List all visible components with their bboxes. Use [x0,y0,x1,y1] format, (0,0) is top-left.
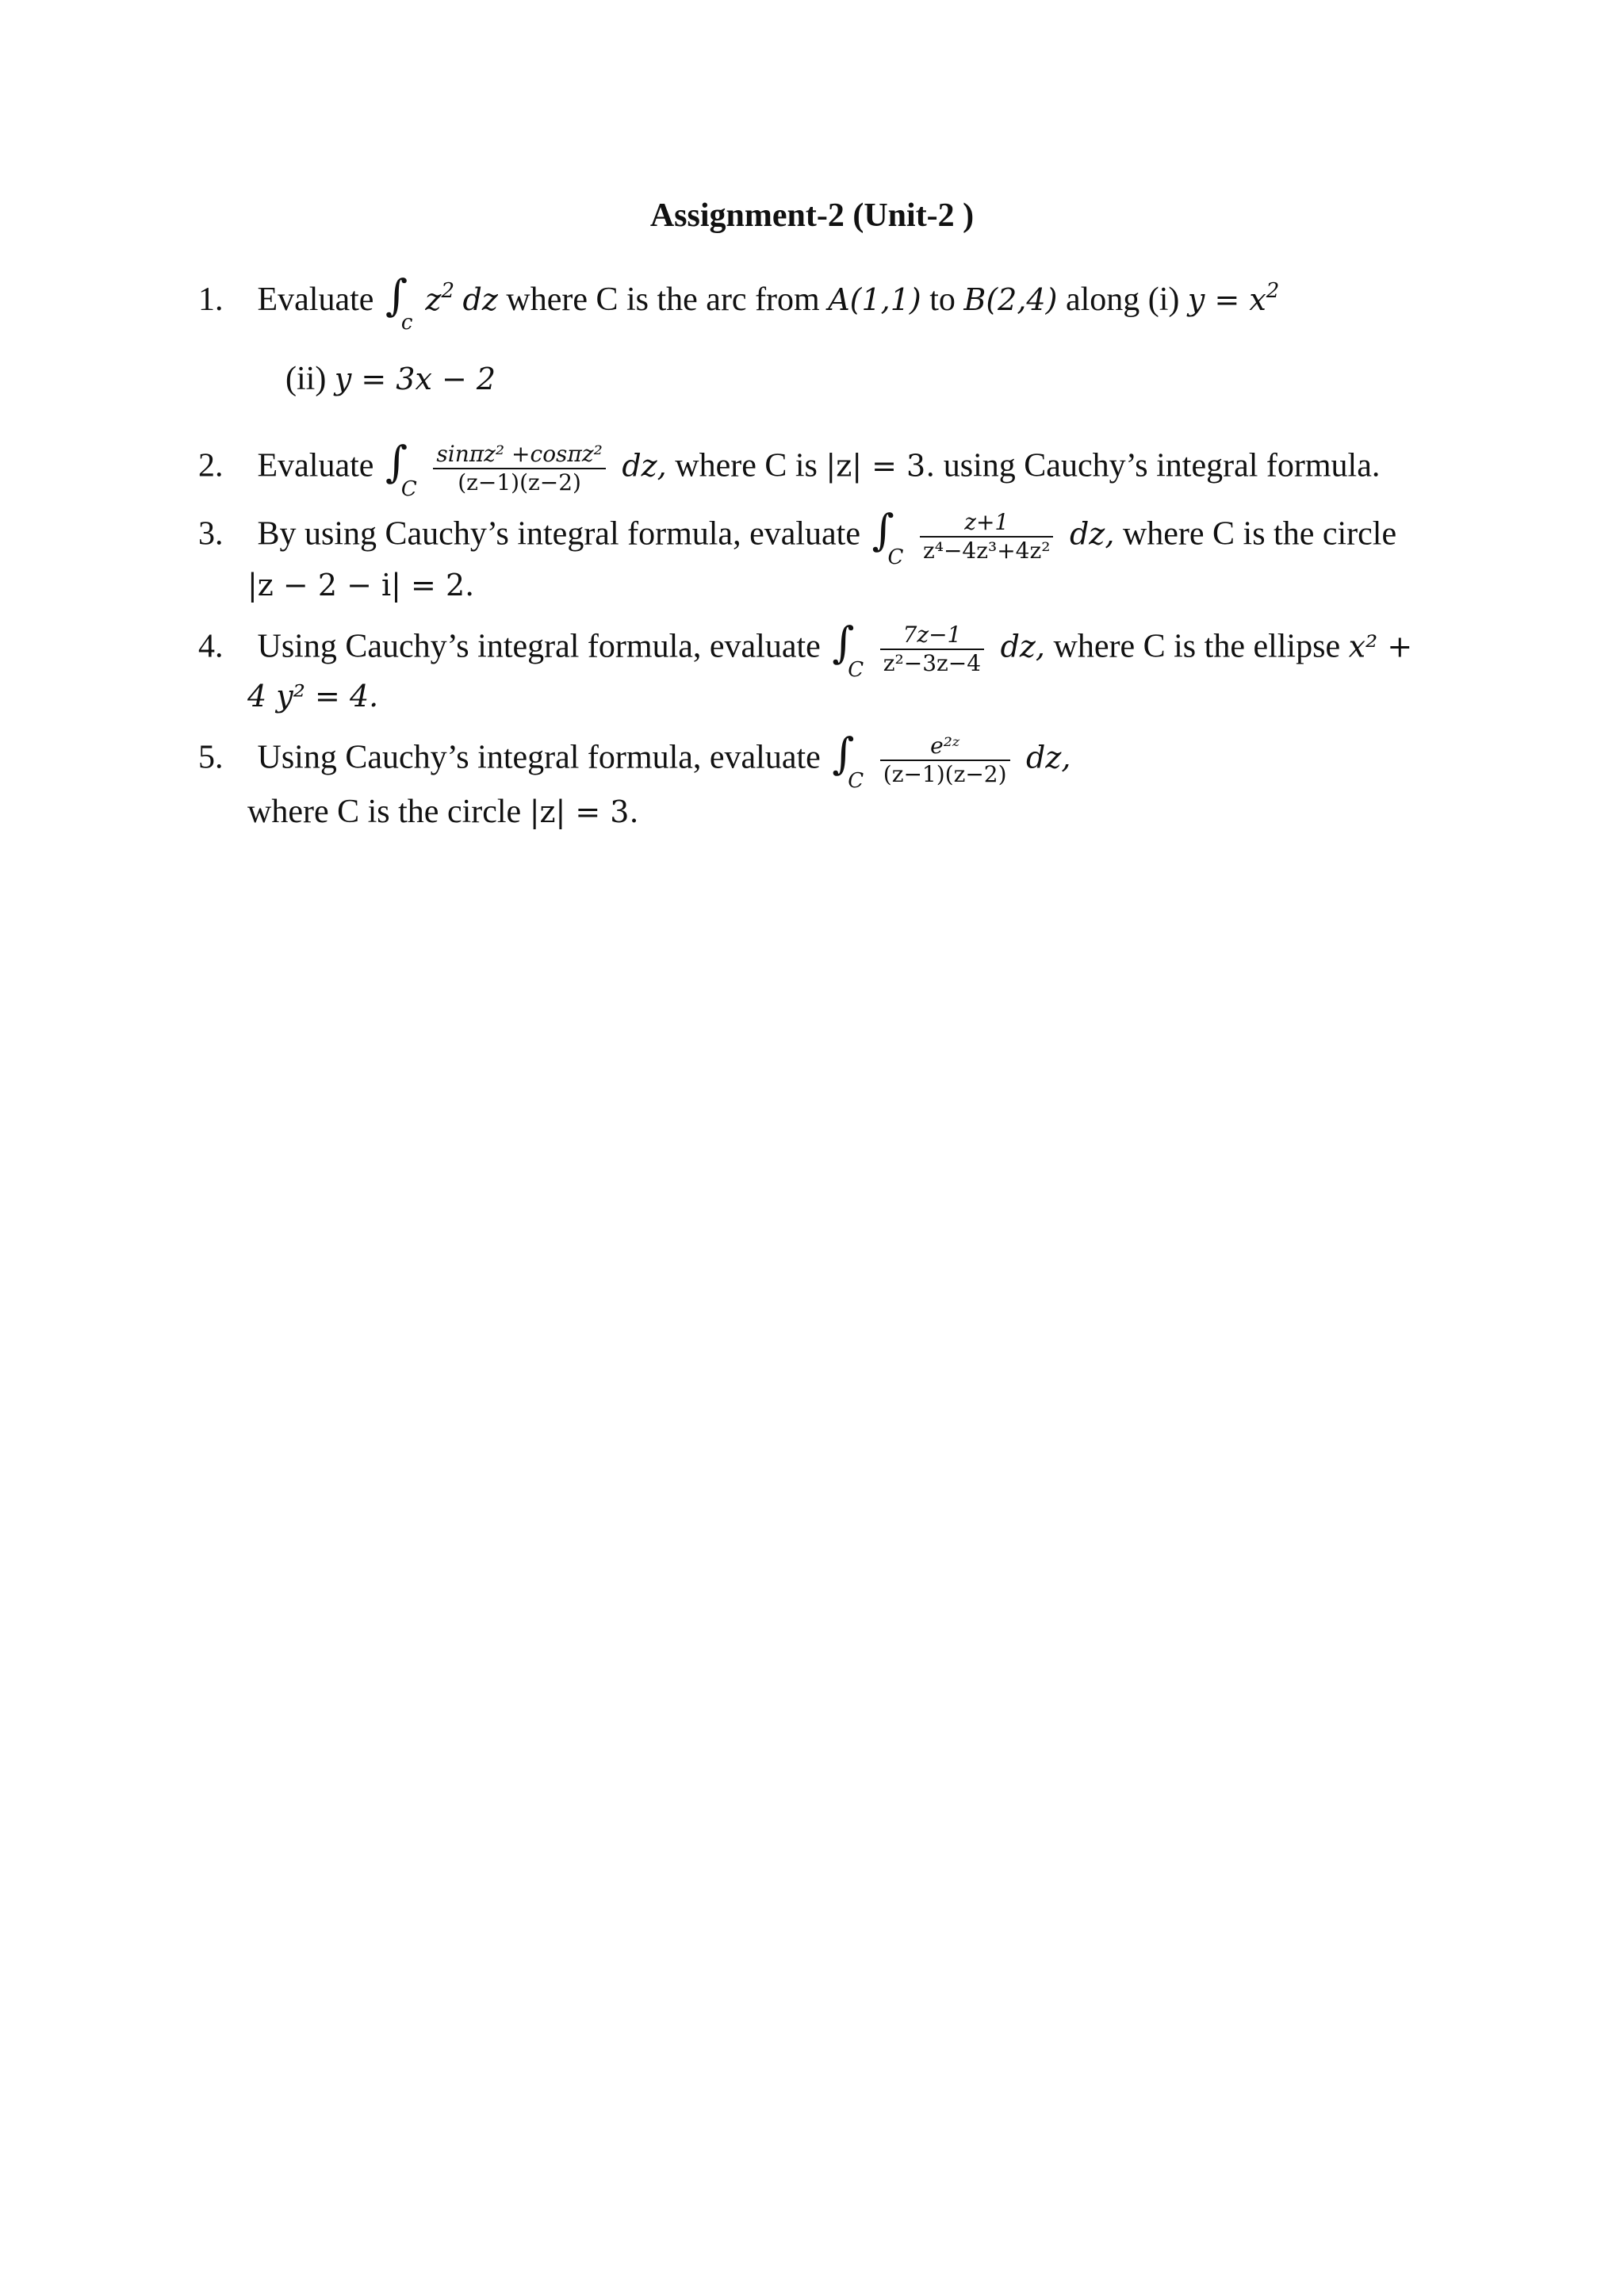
denominator: (z−1)(z−2) [883,761,1007,787]
question-text: Using Cauchy’s integral formula, evaluate [257,739,821,776]
differential: dz, [1000,629,1046,664]
question-4-condition-line [247,674,378,718]
question-number: 3. [198,515,224,553]
numerator: e²ᶻ [880,733,1010,761]
numerator: z+1 [920,509,1053,538]
question-3 [198,505,1397,569]
question-number: 4. [198,628,224,665]
question-text: using Cauchy’s integral formula. [943,447,1381,484]
question-1-part-2 [285,357,496,401]
question-5 [198,729,1071,793]
denominator: z²−3z−4 [883,650,982,676]
numerator: 7z−1 [880,622,984,650]
fraction [920,509,1053,564]
point-a: A(1,1) [828,282,921,317]
curve-equation-1: $y = x^2$ [1187,279,1280,317]
curve-equation-2: y = 3x − 2 [334,362,496,396]
denominator: (z−1)(z−2) [458,469,581,496]
integral-symbol: ∫ c [385,270,413,335]
differential: dz, [1026,740,1071,775]
integral-symbol: ∫ C [385,437,417,501]
question-3-condition-line [247,563,474,607]
question-text: to [929,281,956,318]
differential: dz, [622,448,667,484]
question-text: Using Cauchy’s integral formula, evaluate [257,628,821,665]
fraction [880,622,984,677]
contour-condition: |z| = 3. [825,448,936,484]
question-4 [198,618,1413,682]
denominator: z⁴−4z³+4z² [922,538,1051,564]
question-text: where C is [675,447,818,484]
numerator: sinπz² +cosπz² [433,441,605,469]
page-title: Assignment-2 (Unit-2 ) [649,197,975,234]
question-text: where C is the circle [1122,515,1397,553]
question-text: Evaluate [257,447,374,484]
differential: dz, [1069,516,1115,552]
differential: dz [462,282,498,317]
question-text: By using Cauchy’s integral formula, evaluate [257,515,860,553]
integral-symbol: ∫ C [832,618,864,682]
integrand: $z^2$ [425,279,454,317]
integral-symbol: ∫ C [871,505,904,569]
part-label: (ii) [285,361,327,397]
contour-condition: |z − 2 − i| = 2. [247,568,475,603]
contour-condition: |z| = 3. [529,794,639,829]
question-text: where C is the ellipse [1053,628,1341,665]
question-number: 5. [198,739,224,776]
fraction [433,441,605,496]
question-number: 1. [198,281,224,318]
fraction [880,733,1010,788]
ellipse-equation-part-2: 4 y² = 4. [247,679,379,714]
question-1 [198,270,1280,335]
question-number: 2. [198,447,224,484]
point-b: B(2,4) [963,282,1058,317]
question-text: where C is the circle [247,794,522,830]
ellipse-equation-part-1: x² + [1348,629,1413,664]
question-5-condition-line [247,790,639,834]
integral-symbol: ∫ C [832,729,864,793]
question-text: Evaluate [257,281,374,318]
question-text: where C is the arc from [506,281,820,318]
question-2 [198,437,1381,501]
question-text: along (i) [1065,281,1180,318]
